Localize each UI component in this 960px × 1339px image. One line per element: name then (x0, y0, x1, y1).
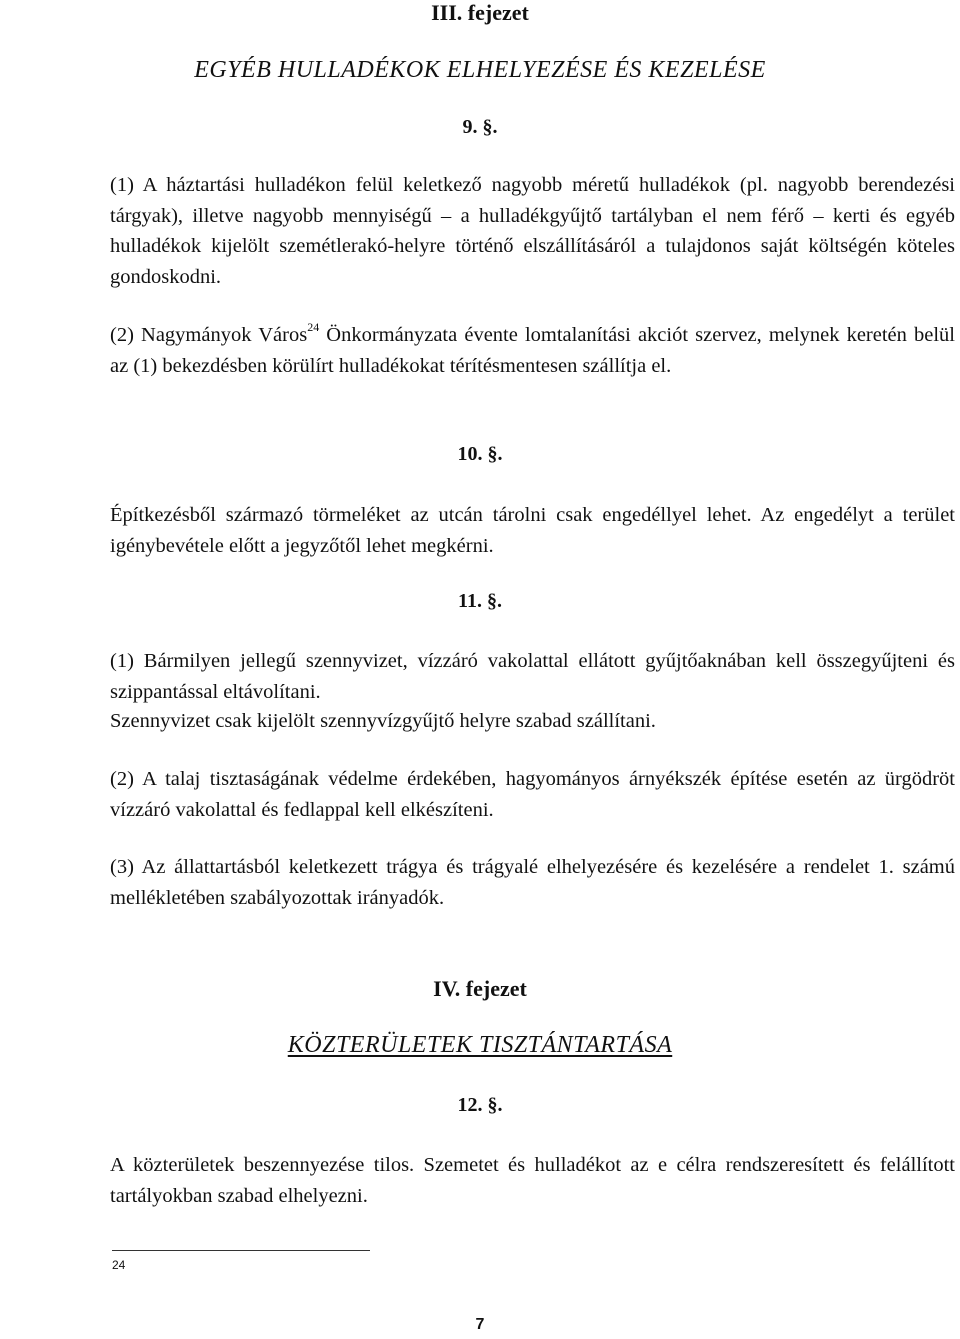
paragraph: (2) A talaj tisztaságának védelme érdekében, hagyományos árnyékszék építése esetén az ürgödröt vízzáró vakolattal és fedlappal kell elkészíteni. (110, 768, 955, 821)
paragraph: (1) A háztartási hulladékon felül keletkező nagyobb méretű hulladékok (pl. nagyobb berendezési tárgyak), illetve nagyobb mennyiségű – a hulladékgyűjtő tartályban el nem férő – kerti és egyéb hulladékok kijelölt szemétlerakó-helyre történő elszállításáról a tulajdonos saját költségén köteles gondoskodni. (110, 174, 955, 288)
section-number: 12. §. (457, 1094, 503, 1116)
paragraph: (3) Az állattartásból keletkezett trágya és trágyalé elhelyezésére és kezelésére a rendelet 1. számú mellékletében szabályozottak irányadók. (110, 856, 955, 909)
section-number: 11. §. (458, 590, 502, 612)
paragraph: Építkezésből származó törmeléket az utcán tárolni csak engedéllyel lehet. Az engedélyt a terület igénybevétele előtt a jegyzőtől lehet megkérni. (110, 504, 955, 557)
paragraph-text: (2) Nagymányok Város (110, 324, 308, 346)
section-number: 9. §. (462, 116, 498, 138)
section-number: 10. §. (457, 443, 503, 465)
paragraph: A közterületek beszennyezése tilos. Szemetet és hulladékot az e célra rendszeresített és felállított tartályokban szabad elhelyezni. (110, 1154, 955, 1207)
footnote-number: 24 (112, 1258, 126, 1272)
chapter-title: KÖZTERÜLETEK TISZTÁNTARTÁSA (287, 1032, 673, 1058)
paragraph-text: Önkormányzata évente lomtalanítási akciót szervez, melynek keretén belül az (1) bekezdésben körülírt hulladékokat térítésmentesen szállítja el. (110, 324, 955, 377)
footnote-reference: 24 (307, 320, 320, 335)
footnote-divider (112, 1250, 370, 1251)
paragraph: Szennyvizet csak kijelölt szennyvízgyűjtő helyre szabad szállítani. (110, 710, 656, 732)
chapter-heading: IV. fejezet (433, 976, 527, 1001)
chapter-heading: III. fejezet (431, 0, 529, 25)
paragraph (110, 320, 955, 381)
page-number: 7 (475, 1316, 485, 1333)
paragraph: (1) Bármilyen jellegű szennyvizet, vízzáró vakolattal ellátott gyűjtőaknában kell összegyűjteni és szippantással eltávolítani. (110, 650, 955, 703)
chapter-title: EGYÉB HULLADÉKOK ELHELYEZÉSE ÉS KEZELÉSE (194, 57, 766, 83)
